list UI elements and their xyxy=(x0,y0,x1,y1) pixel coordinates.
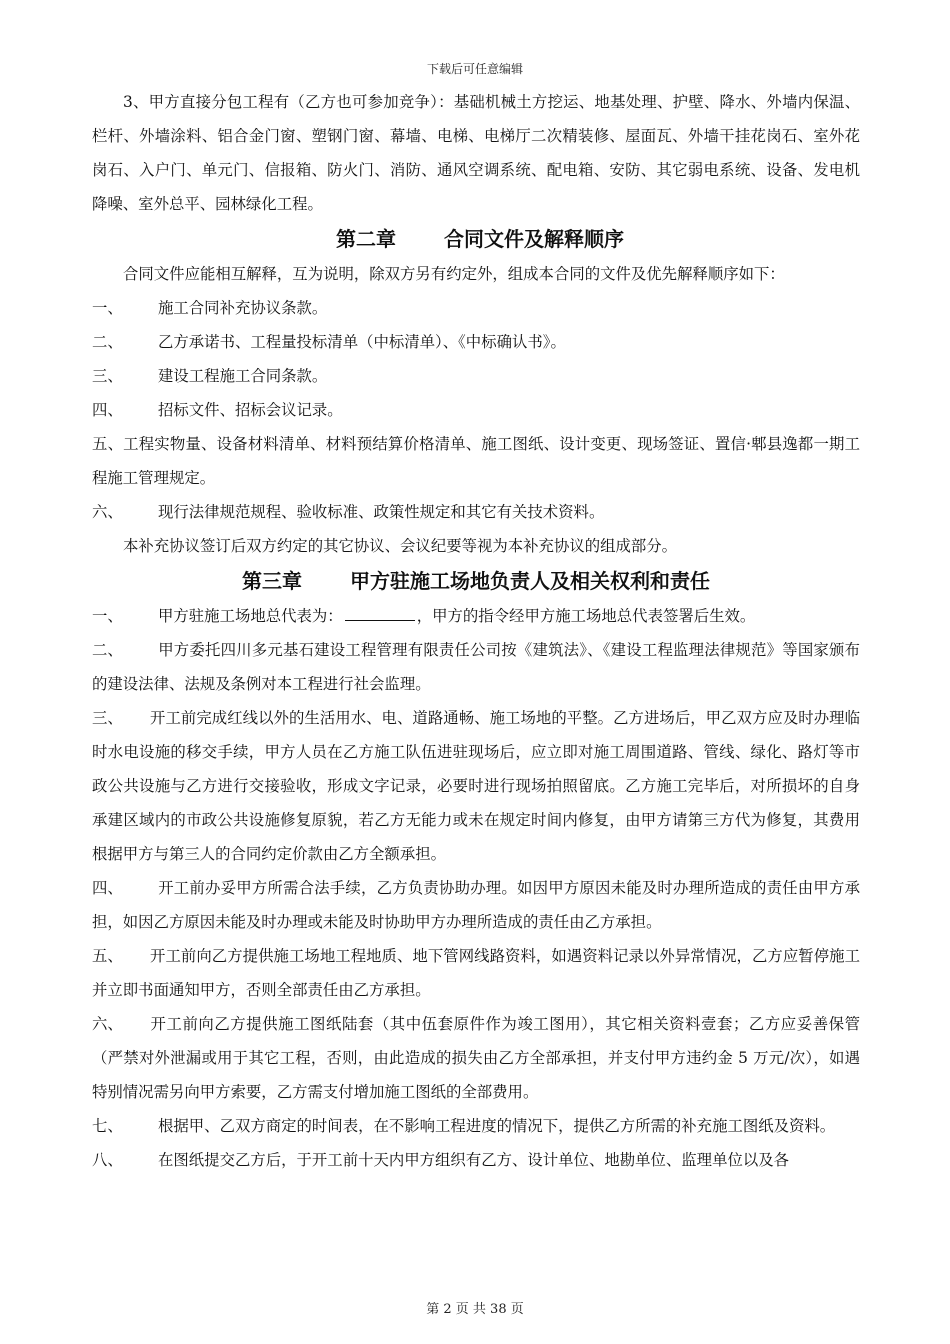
chapter-2-label: 第二章 xyxy=(336,227,396,251)
item-number: 四、 xyxy=(92,879,123,897)
item-text: 根据甲、乙双方商定的时间表，在不影响工程进度的情况下，提供乙方所需的补充施工图纸及资料。 xyxy=(158,1117,836,1135)
item-number: 二、 xyxy=(92,641,123,659)
item-text: 乙方承诺书、工程量投标清单（中标清单）、《中标确认书》。 xyxy=(158,333,566,351)
chapter-3-title: 甲方驻施工场地负责人及相关权利和责任 xyxy=(350,569,710,593)
item-number: 三、 xyxy=(92,709,123,727)
item-number: 五、 xyxy=(92,947,123,965)
item-text: 开工前向乙方提供施工图纸陆套（其中伍套原件作为竣工图用），其它相关资料壹套；乙方应妥善保管（严禁对外泄漏或用于其它工程，否则，由此造成的损失由乙方全部承担，并支付甲方违约金 5 万元/次），如遇特别情况需另向甲方索要，乙方需支付增加施工图纸的全部费用。 xyxy=(92,1015,861,1101)
chapter-3-item xyxy=(92,871,860,939)
chapter-2-title: 合同文件及解释顺序 xyxy=(444,227,624,251)
item-number: 八、 xyxy=(92,1151,123,1169)
item-text: 甲方委托四川多元基石建设工程管理有限责任公司按《建筑法》、《建设工程监理法律规范》等国家颁布的建设法律、法规及条例对本工程进行社会监理。 xyxy=(92,641,860,693)
chapter-3-item xyxy=(92,939,860,1007)
item-number: 三、 xyxy=(92,367,123,385)
chapter-3-item xyxy=(92,1109,860,1143)
page-header: 下载后可任意编辑 xyxy=(426,62,523,76)
chapter-3-item xyxy=(92,701,860,871)
item-number: 五、 xyxy=(92,435,124,453)
item-number: 四、 xyxy=(92,401,123,419)
item-text: 开工前向乙方提供施工场地工程地质、地下管网线路资料，如遇资料记录以外异常情况，乙方应暂停施工并立即书面通知甲方，否则全部责任由乙方承担。 xyxy=(92,947,860,999)
item-number: 六、 xyxy=(92,1015,123,1033)
chapter-2-intro: 合同文件应能相互解释，互为说明，除双方另有约定外，组成本合同的文件及优先解释顺序如下： xyxy=(123,265,785,283)
item-text: 招标文件、招标会议记录。 xyxy=(158,401,343,419)
chapter-2-item xyxy=(92,393,860,427)
chapter-2-closing: 本补充协议签订后双方约定的其它协议、会议纪要等视为本补充协议的组成部分。 xyxy=(123,537,678,555)
representative-blank-field[interactable] xyxy=(345,604,415,621)
item-number: 二、 xyxy=(92,333,123,351)
chapter-2-item xyxy=(92,495,860,529)
item-text: 建设工程施工合同条款。 xyxy=(158,367,328,385)
chapter-3-item xyxy=(92,599,860,633)
item-number: 一、 xyxy=(92,299,123,317)
item-text: ，甲方的指令经甲方施工场地总代表签署后生效。 xyxy=(416,607,756,625)
chapter-2-item xyxy=(92,291,860,325)
item-number: 六、 xyxy=(92,503,123,521)
page-footer: 第 2 页 共 38 页 xyxy=(426,1302,524,1317)
chapter-3-item xyxy=(92,1143,860,1177)
chapter-3-label: 第三章 xyxy=(242,569,302,593)
chapter-2-item xyxy=(92,359,860,393)
chapter-2-heading xyxy=(100,221,860,257)
item-text: 开工前办妥甲方所需合法手续，乙方负责协助办理。如因甲方原因未能及时办理所造成的责任由甲方承担，如因乙方原因未能及时办理或未能及时协助甲方办理所造成的责任由乙方承担。 xyxy=(92,879,860,931)
clause-3-paragraph: 3、甲方直接分包工程有（乙方也可参加竞争）：基础机械土方挖运、地基处理、护壁、降水、外墙内保温、栏杆、外墙涂料、铝合金门窗、塑钢门窗、幕墙、电梯、电梯厅二次精装修、屋面瓦、外墙干挂花岗石、室外花岗石、入户门、单元门、信报箱、防火门、消防、通风空调系统、配电箱、安防、其它弱电系统、设备、发电机降噪、室外总平、园林绿化工程。 xyxy=(92,93,860,213)
chapter-3-item xyxy=(92,1007,860,1109)
chapter-3-item xyxy=(92,633,860,701)
document-body xyxy=(92,85,860,1177)
item-text: 开工前完成红线以外的生活用水、电、道路通畅、施工场地的平整。乙方进场后，甲乙双方应及时办理临时水电设施的移交手续，甲方人员在乙方施工队伍进驻现场后，应立即对施工周围道路、管线、绿化、路灯等市政公共设施与乙方进行交接验收，形成文字记录，必要时进行现场拍照留底。乙方施工完毕后，对所损坏的自身承建区域内的市政公共设施修复原貌，若乙方无能力或未在规定时间内修复，由甲方请第三方代为修复，其费用根据甲方与第三人的合同约定价款由乙方全额承担。 xyxy=(92,709,860,863)
item-text: 在图纸提交乙方后，于开工前十天内甲方组织有乙方、设计单位、地勘单位、监理单位以及各 xyxy=(158,1151,790,1169)
item-text: 施工合同补充协议条款。 xyxy=(158,299,328,317)
item-number: 七、 xyxy=(92,1117,123,1135)
chapter-3-heading xyxy=(92,563,860,599)
chapter-2-item xyxy=(92,427,860,495)
item-text: 现行法律规范规程、验收标准、政策性规定和其它有关技术资料。 xyxy=(158,503,605,521)
chapter-2-item xyxy=(92,325,860,359)
item-text: 工程实物量、设备材料清单、材料预结算价格清单、施工图纸、设计变更、现场签证、置信·郫县逸都一期工程施工管理规定。 xyxy=(92,435,860,487)
item-text: 甲方驻施工场地总代表为： xyxy=(158,607,343,625)
item-number: 一、 xyxy=(92,607,123,625)
